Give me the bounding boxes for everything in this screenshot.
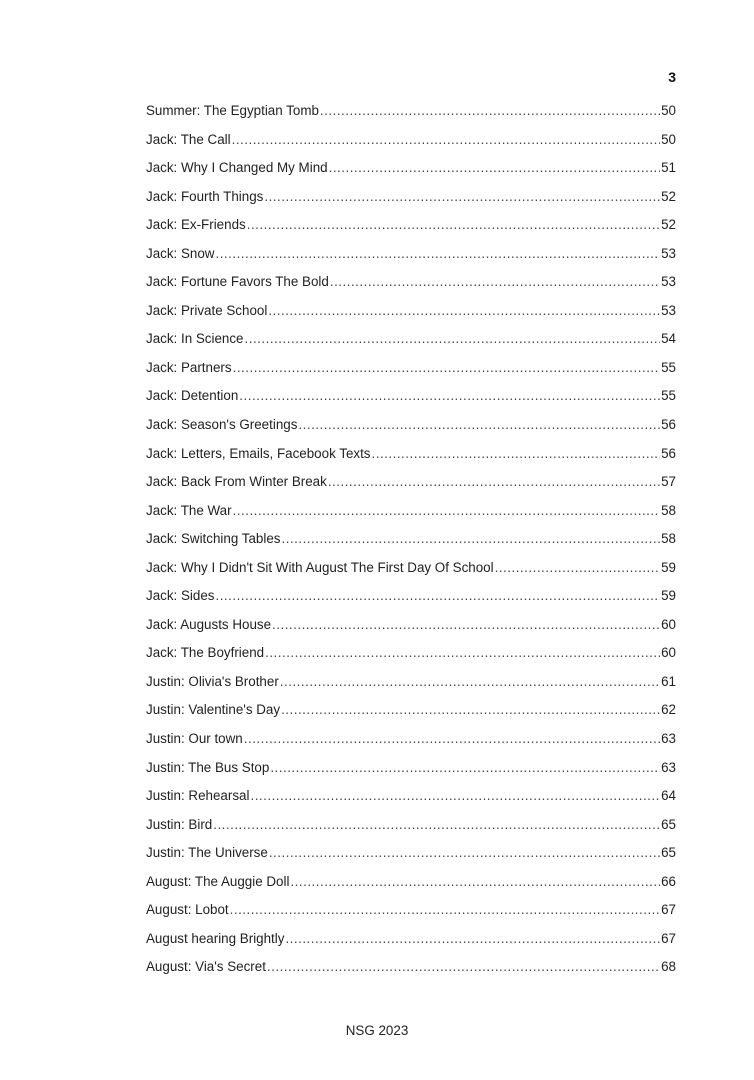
toc-entry-page: 53 [661,274,676,290]
toc-entry-page: 63 [661,731,676,747]
toc-entry-title: Jack: The Call [146,131,231,147]
toc-entry-title: Justin: The Bus Stop [146,759,270,775]
toc-entry-title: Jack: Switching Tables [146,531,281,547]
toc-entry[interactable] [146,132,676,161]
toc-entry[interactable] [146,560,676,589]
toc-entry-title: Jack: Sides [146,588,215,604]
toc-entry[interactable] [146,503,676,532]
toc-dot-leader [250,788,660,803]
toc-entry-page: 61 [661,673,676,689]
toc-entry-title: August: Lobot [146,902,229,918]
toc-entry-page: 58 [661,531,676,547]
toc-entry-page: 62 [661,702,676,718]
toc-entry[interactable] [146,617,676,646]
toc-entry-title: Jack: In Science [146,331,244,347]
toc-dot-leader [272,617,660,632]
toc-entry-title: August: The Auggie Doll [146,873,290,889]
toc-entry-page: 68 [661,959,676,975]
toc-entry-page: 65 [661,845,676,861]
toc-entry[interactable] [146,588,676,617]
toc-dot-leader [232,132,661,147]
toc-dot-leader [245,331,661,346]
toc-dot-leader [230,902,660,917]
toc-entry-title: Jack: Why I Didn't Sit With August The First Day Of School [146,559,494,575]
toc-entry-page: 53 [661,302,676,318]
toc-entry-title: Summer: The Egyptian Tomb [146,103,319,118]
toc-entry[interactable] [146,788,676,817]
toc-dot-leader [215,588,660,603]
toc-entry-page: 60 [661,645,676,661]
toc-entry-page: 58 [661,502,676,518]
toc-entry[interactable] [146,360,676,389]
toc-entry[interactable] [146,388,676,417]
toc-entry-page: 51 [661,160,676,176]
toc-entry[interactable] [146,160,676,189]
toc-entry[interactable] [146,417,676,446]
toc-dot-leader [233,503,661,518]
toc-entry[interactable] [146,845,676,874]
toc-dot-leader [298,417,660,432]
toc-entry[interactable] [146,531,676,560]
toc-dot-leader [213,817,660,832]
toc-entry-page: 56 [661,417,676,433]
toc-entry-title: Jack: Fortune Favors The Bold [146,274,329,290]
toc-entry[interactable] [146,731,676,760]
toc-entry-page: 59 [661,588,676,604]
toc-entry-page: 59 [661,559,676,575]
toc-entry[interactable] [146,274,676,303]
toc-dot-leader [269,845,660,860]
toc-dot-leader [328,474,660,489]
toc-dot-leader [281,531,660,546]
toc-entry[interactable] [146,189,676,218]
toc-dot-leader [268,303,660,318]
toc-entry[interactable] [146,902,676,931]
toc-dot-leader [233,360,661,375]
toc-entry-page: 60 [661,616,676,632]
footer-text: NSG 2023 [345,1023,409,1038]
toc-entry[interactable] [146,959,676,988]
toc-dot-leader [264,189,660,204]
toc-entry[interactable] [146,303,676,332]
toc-entry-page: 50 [661,103,676,118]
toc-entry-title: Jack: Ex-Friends [146,217,246,233]
toc-entry-title: Justin: Valentine's Day [146,702,281,718]
toc-entry-page: 64 [661,788,676,804]
toc-entry[interactable] [146,217,676,246]
toc-entry-title: Jack: Why I Changed My Mind [146,160,328,176]
toc-dot-leader [329,160,661,175]
toc-entry-title: Justin: Bird [146,816,213,832]
table-of-contents [146,103,676,988]
toc-dot-leader [267,959,660,974]
toc-entry-page: 55 [661,388,676,404]
toc-entry[interactable] [146,874,676,903]
toc-entry[interactable] [146,474,676,503]
toc-dot-leader [239,388,660,403]
toc-entry-page: 66 [661,873,676,889]
toc-entry[interactable] [146,103,676,132]
toc-entry-page: 52 [661,188,676,204]
toc-dot-leader [247,217,660,232]
toc-entry-page: 67 [661,930,676,946]
toc-entry-page: 53 [661,245,676,261]
toc-dot-leader [215,246,660,261]
toc-entry-title: Justin: Olivia's Brother [146,673,279,689]
toc-dot-leader [330,274,660,289]
toc-entry-title: August hearing Brightly [146,930,285,946]
toc-entry-title: Jack: Letters, Emails, Facebook Texts [146,445,371,461]
toc-entry[interactable] [146,645,676,674]
toc-entry[interactable] [146,702,676,731]
toc-dot-leader [372,446,661,461]
toc-dot-leader [281,702,660,717]
toc-entry-title: Jack: Back From Winter Break [146,474,327,490]
toc-entry-page: 67 [661,902,676,918]
toc-entry-title: Justin: Rehearsal [146,788,250,804]
toc-entry-title: Jack: The Boyfriend [146,645,265,661]
toc-dot-leader [280,674,660,689]
toc-entry-page: 65 [661,816,676,832]
toc-entry[interactable] [146,817,676,846]
toc-entry[interactable] [146,760,676,789]
toc-entry[interactable] [146,674,676,703]
toc-entry-page: 52 [661,217,676,233]
toc-entry-title: Jack: Private School [146,302,268,318]
toc-entry-title: Jack: Detention [146,388,239,404]
toc-entry-page: 55 [661,359,676,375]
toc-entry-title: Justin: The Universe [146,845,268,861]
toc-entry[interactable] [146,246,676,275]
toc-entry-title: August: Via's Secret [146,959,266,975]
toc-entry-page: 54 [661,331,676,347]
toc-entry-title: Jack: Augusts House [146,616,272,632]
toc-entry-title: Jack: Partners [146,359,232,375]
toc-entry-page: 50 [661,131,676,147]
toc-dot-leader [495,560,660,575]
page-number: 3 [668,69,676,85]
toc-entry-title: Jack: Snow [146,245,215,261]
toc-entry-page: 57 [661,474,676,490]
toc-entry[interactable] [146,931,676,960]
toc-entry[interactable] [146,446,676,475]
toc-dot-leader [320,103,660,118]
toc-entry[interactable] [146,331,676,360]
toc-dot-leader [270,760,660,775]
toc-entry-title: Jack: Season's Greetings [146,417,298,433]
toc-dot-leader [290,874,660,889]
toc-dot-leader [285,931,660,946]
toc-entry-title: Justin: Our town [146,731,243,747]
toc-entry-page: 63 [661,759,676,775]
toc-entry-title: Jack: Fourth Things [146,188,264,204]
toc-dot-leader [244,731,660,746]
toc-dot-leader [265,645,660,660]
toc-entry-page: 56 [661,445,676,461]
toc-entry-title: Jack: The War [146,502,232,518]
